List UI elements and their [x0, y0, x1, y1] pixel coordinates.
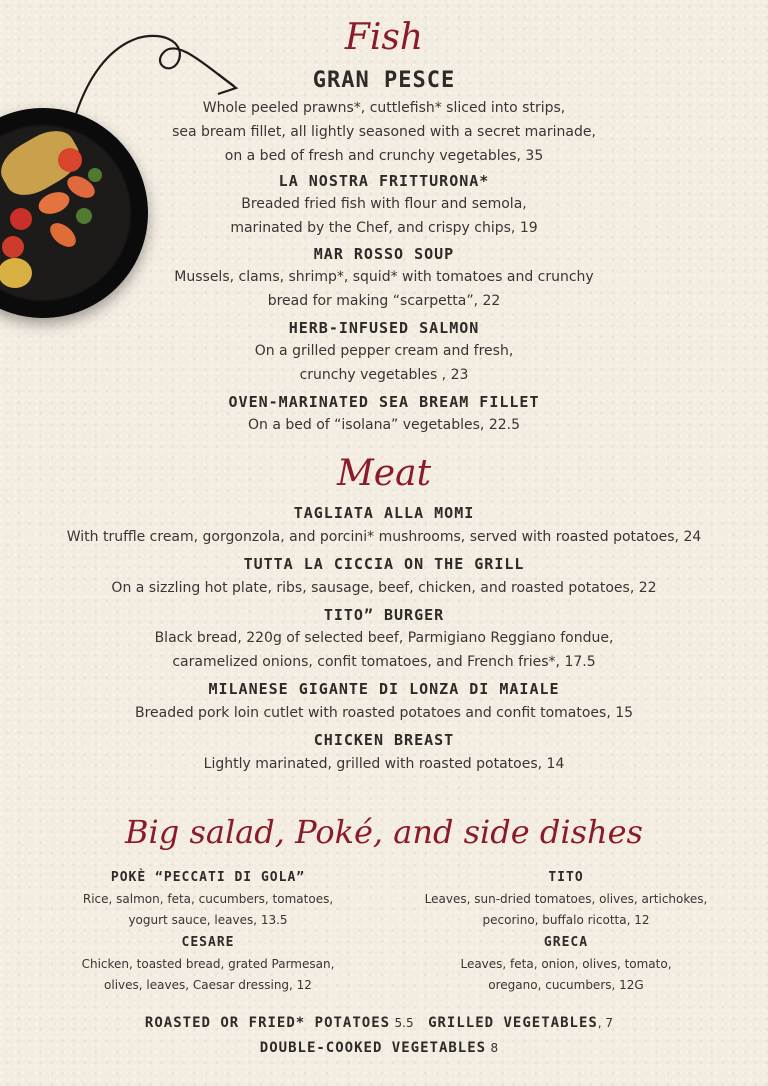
dish-name: CHICKEN BREAST	[313, 731, 455, 749]
dish-description: Breaded fried fish with flour and semola, marinated by the Chef, and crispy chips, 19	[230, 196, 538, 236]
side-dish-price: 8	[490, 1041, 499, 1055]
side-dishes	[0, 1011, 768, 1061]
dish-description: On a bed of “isolana” vegetables, 22.5	[247, 417, 520, 433]
dish-description: Black bread, 220g of selected beef, Parmigiano Reggiano fondue, caramelized onions, confit tomatoes, and French fries*, 17.5	[154, 630, 614, 670]
dish-name: TAGLIATA ALLA MOMI	[293, 504, 475, 522]
dish-name: HERB-INFUSED SALMON	[288, 319, 480, 337]
dish-description: Whole peeled prawns*, cuttlefish* sliced into strips, sea bream fillet, all lightly seasoned with a secret marinade, on a bed of fresh and crunchy vegetables, 35	[172, 100, 596, 164]
side-dish-name: DOUBLE-COOKED VEGETABLES	[259, 1040, 487, 1056]
section-title-meat: Meat	[336, 453, 432, 494]
side-dish-name: GRILLED VEGETABLES	[428, 1015, 598, 1031]
dish-description: On a grilled pepper cream and fresh, crunchy vegetables , 23	[254, 343, 514, 383]
dish-name: OVEN-MARINATED SEA BREAM FILLET	[228, 393, 540, 411]
dish-name: GRAN PESCE	[312, 68, 456, 93]
salad-column-right	[416, 867, 716, 996]
dish-description: On a sizzling hot plate, ribs, sausage, beef, chicken, and roasted potatoes, 22	[111, 580, 657, 596]
dish-description: Leaves, sun-dried tomatoes, olives, artichokes, pecorino, buffalo ricotta, 12	[424, 892, 708, 927]
dish-name: LA NOSTRA FRITTURONA*	[278, 172, 490, 190]
dish-name: MILANESE GIGANTE DI LONZA DI MAIALE	[208, 680, 560, 698]
side-dish-price: , 7	[597, 1016, 614, 1030]
dish-description: Leaves, feta, onion, olives, tomato, oregano, cucumbers, 12G	[460, 957, 672, 992]
dish-name: POKÈ “PECCATI DI GOLA”	[110, 870, 306, 885]
section-title-fish: Fish	[344, 17, 424, 58]
dish-description: Breaded pork loin cutlet with roasted potatoes and confit tomatoes, 15	[134, 705, 634, 721]
dish-description: Mussels, clams, shrimp*, squid* with tomatoes and crunchy bread for making “scarpetta”, 22	[174, 269, 594, 309]
side-dish-price: 5.5	[394, 1016, 414, 1030]
dish-description: Rice, salmon, feta, cucumbers, tomatoes, yogurt sauce, leaves, 13.5	[82, 892, 334, 927]
dish-description: Lightly marinated, grilled with roasted potatoes, 14	[203, 756, 565, 772]
section-title-salads: Big salad, Poké, and side dishes	[125, 813, 643, 851]
dish-description: Chicken, toasted bread, grated Parmesan, olives, leaves, Caesar dressing, 12	[81, 957, 335, 992]
salad-column-left	[58, 867, 358, 996]
dish-name: TITO” BURGER	[323, 606, 445, 624]
dish-name: TITO	[548, 870, 584, 885]
side-dish-name: ROASTED OR FRIED* POTATOES	[144, 1015, 391, 1031]
dish-description: With truffle cream, gorgonzola, and porcini* mushrooms, served with roasted potatoes, 24	[66, 529, 702, 545]
dish-name: GRECA	[543, 935, 589, 950]
dish-name: TUTTA LA CICCIA ON THE GRILL	[243, 555, 525, 573]
dish-name: CESARE	[181, 935, 235, 950]
dish-name: MAR ROSSO SOUP	[313, 245, 455, 263]
